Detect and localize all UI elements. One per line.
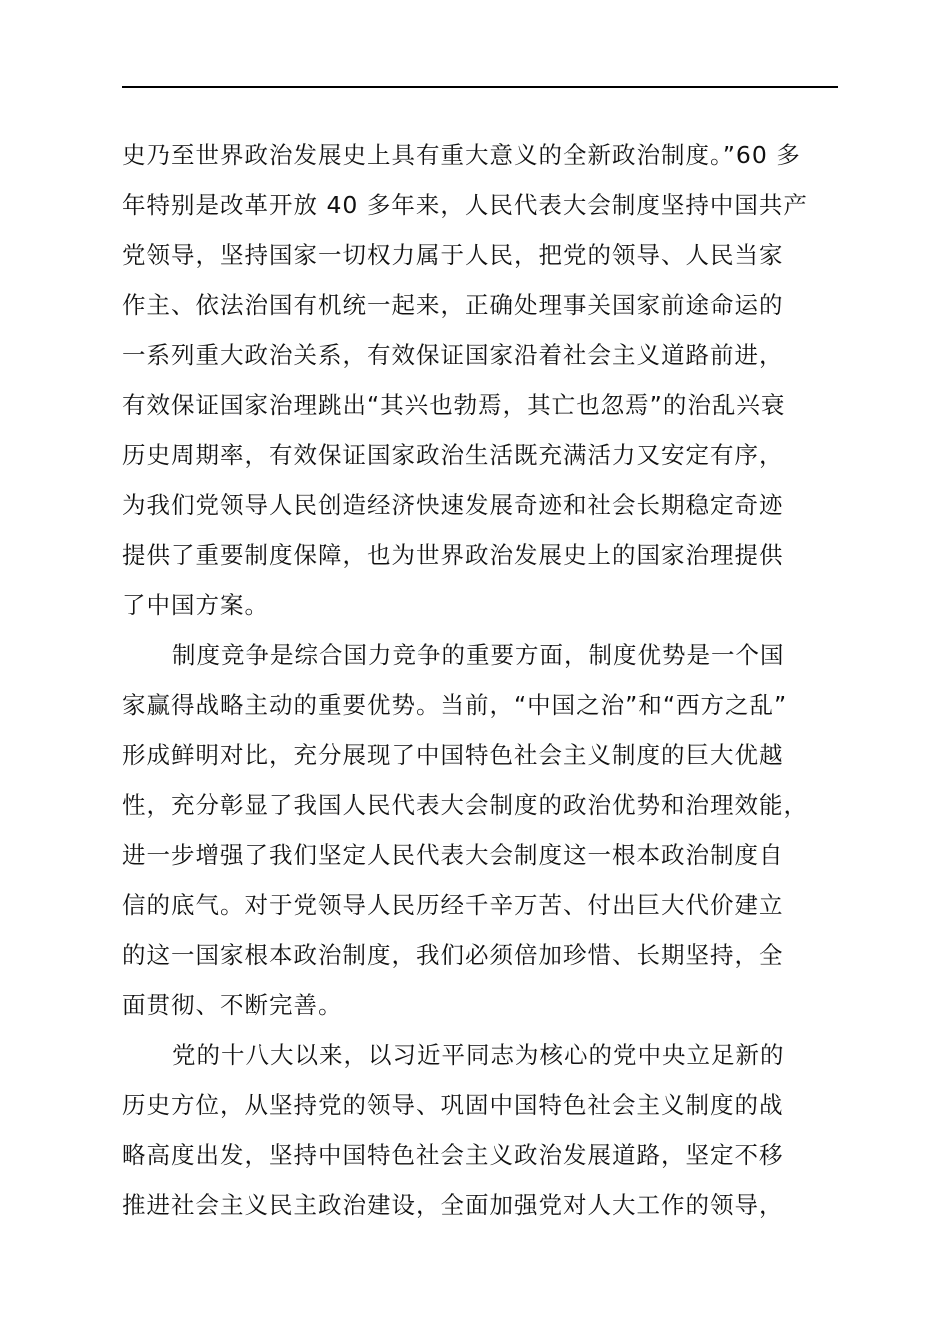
paragraph (122, 1030, 842, 1230)
text-line: 略高度出发，坚持中国特色社会主义政治发展道路，坚定不移 (122, 1141, 784, 1169)
text-line: 制度竞争是综合国力竞争的重要方面，制度优势是一个国 (172, 641, 785, 669)
document-body (122, 130, 842, 1230)
text-line: 形成鲜明对比，充分展现了中国特色社会主义制度的巨大优越 (122, 741, 784, 769)
text-line: 性，充分彰显了我国人民代表大会制度的政治优势和治理效能， (122, 791, 808, 819)
text-line: 作主、依法治国有机统一起来，正确处理事关国家前途命运的 (122, 291, 784, 319)
text-line: 历史周期率，有效保证国家政治生活既充满活力又安定有序， (122, 441, 784, 469)
text-line: 推进社会主义民主政治建设，全面加强党对人大工作的领导， (122, 1191, 784, 1219)
text-line: 了中国方案。 (122, 591, 269, 619)
text-line: 史乃至世界政治发展史上具有重大意义的全新政治制度。”60 多 (122, 141, 801, 169)
text-line: 一系列重大政治关系，有效保证国家沿着社会主义道路前进， (122, 341, 784, 369)
header-rule (122, 86, 838, 88)
text-line: 党领导，坚持国家一切权力属于人民，把党的领导、人民当家 (122, 241, 784, 269)
text-line: 家赢得战略主动的重要优势。当前，“中国之治”和“西方之乱” (122, 691, 788, 719)
text-line: 信的底气。对于党领导人民历经千辛万苦、付出巨大代价建立 (122, 891, 784, 919)
text-line: 提供了重要制度保障，也为世界政治发展史上的国家治理提供 (122, 541, 784, 569)
text-line: 历史方位，从坚持党的领导、巩固中国特色社会主义制度的战 (122, 1091, 784, 1119)
paragraph (122, 130, 842, 630)
text-line: 的这一国家根本政治制度，我们必须倍加珍惜、长期坚持，全 (122, 941, 784, 969)
text-line: 有效保证国家治理跳出“其兴也勃焉，其亡也忽焉”的治乱兴衰 (122, 391, 786, 419)
paragraph (122, 630, 842, 1030)
text-line: 面贯彻、不断完善。 (122, 991, 343, 1019)
text-line: 年特别是改革开放 40 多年来，人民代表大会制度坚持中国共产 (122, 191, 808, 219)
text-line: 党的十八大以来，以习近平同志为核心的党中央立足新的 (172, 1041, 785, 1069)
text-line: 为我们党领导人民创造经济快速发展奇迹和社会长期稳定奇迹 (122, 491, 784, 519)
text-line: 进一步增强了我们坚定人民代表大会制度这一根本政治制度自 (122, 841, 784, 869)
